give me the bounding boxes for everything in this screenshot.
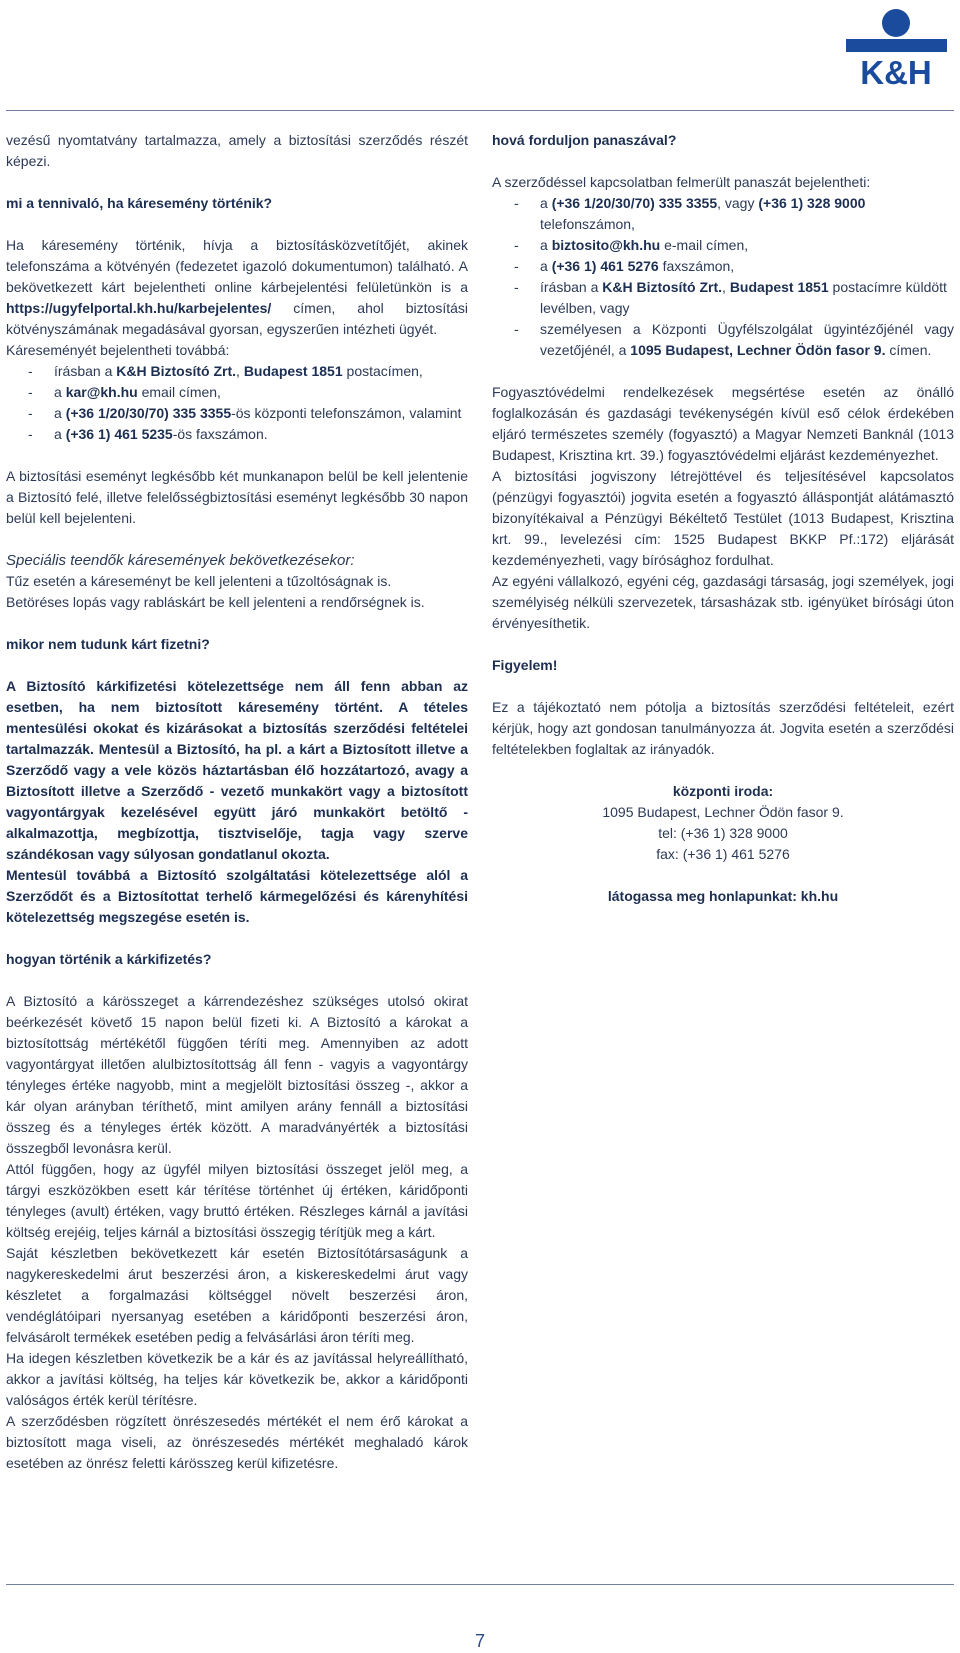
paragraph-legal-dispute: A biztosítási jogviszony létrejöttével és teljesítésével kapcsolatos (pénzügyi fogyasztói) jogvita esetén a fogyasztó álláspontját alátámasztó bizonyítékaival a Pénzügyi Békéltető Testület (1013 Budapest, Krisztina krt. 99., levelezési cím: 1525 Budapest BKKP Pf.:172) eljárását kezdeményezheti, vagy bírósághoz fordulhat. (492, 468, 954, 568)
special-duty-theft: Betöréses lopás vagy rabláskárt be kell jelenteni a rendőrségnek is. (6, 594, 425, 610)
intro-fragment: vezésű nyomtatvány tartalmazza, amely a biztosítási szerződés részét képezi. (6, 132, 468, 169)
heading-nem-fizet: mikor nem tudunk kárt fizetni? (6, 636, 210, 652)
paragraph-payment-1: A Biztosító a kárösszeget a kárrendezéshez szükséges utolsó okirat beérkezését követő 15 napon belül fizeti ki. A Biztosító a károkat a biztosítottság mértékétől függően téríti meg. Amennyiben az adott vagyontárgyat illetően alulbiztosítottság áll fenn - vagyis a vagyontárgy tényleges értéke nagyobb, mint a megjelölt biztosítási összeg -, akkor a kár olyan arányban téríthető, mint amilyen arány fennáll a biztosítási összeg és a tényleges érték között. A maradványérték a biztosítási összegből levonásra kerül. (6, 993, 468, 1156)
paragraph-payment-4: Ha idegen készletben következik be a kár és az javítással helyreállítható, akkor a javítási költség, ha teljes kár következik be, akkor a káridőponti valóságos érték kerül térítésre. (6, 1350, 468, 1408)
left-column (6, 130, 468, 1474)
paragraph-karesemeny: Ha káresemény történik, hívja a biztosításközvetítőjét, akinek telefonszáma a kötvényén (fedezetet igazoló dokumentumon) található. A bekövetkezett kárt bejelentheti online kárbejelentési felületünkön is a https://ugyfelportal.kh.hu/karbejelentes/ címen, ahol biztosítási kötvényszámának megadásával gyorsan, egyszerűen intézheti ügyét. (6, 237, 468, 337)
paragraph-payment-5: A szerződésben rögzített önrészesedés mértékét el nem érő károkat a biztosított maga viseli, az önrészesedés mértékét meghaladó károk esetében az önrész feletti kárösszeg kerül kifizetésre. (6, 1413, 468, 1471)
logo-circle (882, 9, 910, 37)
heading-figyelem: Figyelem! (492, 657, 558, 673)
paragraph-consumer-protection: Fogyasztóvédelmi rendelkezések megsértése esetén az önálló foglalkozásán és gazdasági tevékenységén kívül eső célok érdekében eljáró természetes személy (fogyasztó) a Magyar Nemzeti Banknál (1013 Budapest, Krisztina krt. 39.) fogyasztóvédelmi eljárást kezdeményezhet. (492, 384, 954, 463)
top-divider (6, 110, 954, 111)
logo-bar (846, 39, 947, 52)
complaint-list-item: - a (+36 1) 461 5276 faxszámon, (514, 258, 735, 274)
heading-tennivalo: mi a tennivaló, ha káresemény történik? (6, 195, 273, 211)
paragraph-deadline: A biztosítási eseményt legkésőbb két munkanapon belül be kell jelentenie a Biztosító felé, illetve felelősségbiztosítási eseményt legkésőbb 30 napon belül kell bejelenteni. (6, 468, 468, 526)
paragraph-exclusions: A Biztosító kárkifizetési kötelezettsége nem áll fenn abban az esetben, ha nem biztosított káresemény történt. A tételes mentesülési okokat és kizárásokat a biztosítás szerződési feltételei tartalmazzák. Mentesül a Biztosító, ha pl. a kárt a Biztosított illetve a Szerződő vagy a vele közös háztartásban élő hozzátartozó, avagy a Biztosított illetve a Szerződő - vezető munkakört vagy a biztosított vagyontárgyak kezelésével együtt járó munkakört betöltő - alkalmazottja, megbízottja, tisztviselője, tagja vagy szerve szándékosan vagy súlyosan gondatlanul okozta. (6, 678, 468, 862)
report-list-item: - a kar@kh.hu email címen, (28, 384, 221, 400)
complaint-list-item: - a biztosito@kh.hu e-mail címen, (514, 237, 749, 253)
paragraph-exemption: Mentesül továbbá a Biztosító szolgáltatási kötelezettsége alól a Szerződőt és a Biztosítottat terhelő kármegelőzési és kárenyhítési kötelezettség megszegése esetén is. (6, 867, 468, 925)
bottom-divider (6, 1584, 954, 1585)
kar-email-link[interactable]: kar@kh.hu (65, 384, 138, 400)
logo-text: K&H (860, 54, 932, 88)
office-phone: tel: (+36 1) 328 9000 (658, 825, 788, 841)
website-link[interactable]: látogassa meg honlapunkat: kh.hu (607, 888, 839, 904)
complaint-list-item: - írásban a K&H Biztosító Zrt., Budapest 1851 postacímre küldött levélben, vagy (514, 279, 947, 316)
complaint-list-item: - személyesen a Központi Ügyfélszolgálat ügyintézőjénél vagy vezetőjénél, a 1095 Budapest, Lechner Ödön fasor 9. címen. (514, 321, 954, 358)
complaint-list-item: - a (+36 1/20/30/70) 335 3355, vagy (+36 1) 328 9000 telefonszámon, (514, 195, 866, 232)
page-number: 7 (474, 1631, 485, 1651)
report-list-item: - a (+36 1) 461 5235-ös faxszámon. (28, 426, 268, 442)
heading-karkifizetes: hogyan történik a kárkifizetés? (6, 951, 212, 967)
biztosito-email-link[interactable]: biztosito@kh.hu (551, 237, 661, 253)
complaint-intro: A szerződéssel kapcsolatban felmerült panaszát bejelentheti: (492, 174, 871, 190)
office-title: központi iroda: (672, 783, 774, 799)
paragraph-entrepreneurs: Az egyéni vállalkozó, egyéni cég, gazdasági társaság, jogi személyek, jogi személyiség nélküli szervezetek, társasházak stb. igényüket bírósági úton érvényesíthetik. (492, 573, 954, 631)
report-list-item: - a (+36 1/20/30/70) 335 3355-ös központi telefonszámon, valamint (28, 405, 462, 421)
report-list-item: - írásban a K&H Biztosító Zrt., Budapest 1851 postacímen, (28, 363, 423, 379)
special-duties-title: Speciális teendők káresemények bekövetkezésekor: (6, 552, 355, 569)
paragraph-payment-3: Saját készletben bekövetkezett kár esetén Biztosítótársaságunk a nagykereskedelmi árut beszerzési áron, a kiskereskedelmi árut vagy készletet a forgalmazási költséggel növelt beszerzési áron, vendéglátóipari nyersanyag esetében a káridőponti beszerzési áron, felvásárolt termékek esetében pedig a felvásárlási áron téríti meg. (6, 1245, 468, 1345)
kh-logo (844, 6, 949, 88)
report-intro: Káreseményét bejelentheti továbbá: (6, 342, 230, 358)
claim-portal-link[interactable]: https://ugyfelportal.kh.hu/karbejelentes/ (6, 300, 272, 316)
office-fax: fax: (+36 1) 461 5276 (656, 846, 790, 862)
paragraph-payment-2: Attól függően, hogy az ügyfél milyen biztosítási összeget jelöl meg, a tárgyi eszközökben esett kár térítése történhet új értéken, káridőponti tényleges (avult) értéken, vagy bruttó értéken. Részleges kárnál a javítási költség erejéig, teljes kárnál a biztosítási összegig térítjük meg a kárt. (6, 1161, 468, 1240)
paragraph-notice: Ez a tájékoztató nem pótolja a biztosítás szerződési feltételeit, ezért kérjük, hogy azt gondosan tanulmányozza át. Jogvita esetén a szerződési feltételekben foglaltak az irányadók. (492, 699, 954, 757)
special-duty-fire: Tűz esetén a káreseményt be kell jelenteni a tűzoltóságnak is. (6, 573, 392, 589)
heading-panasz: hová forduljon panaszával? (492, 132, 677, 148)
office-address: 1095 Budapest, Lechner Ödön fasor 9. (602, 804, 844, 820)
right-column (492, 130, 954, 907)
